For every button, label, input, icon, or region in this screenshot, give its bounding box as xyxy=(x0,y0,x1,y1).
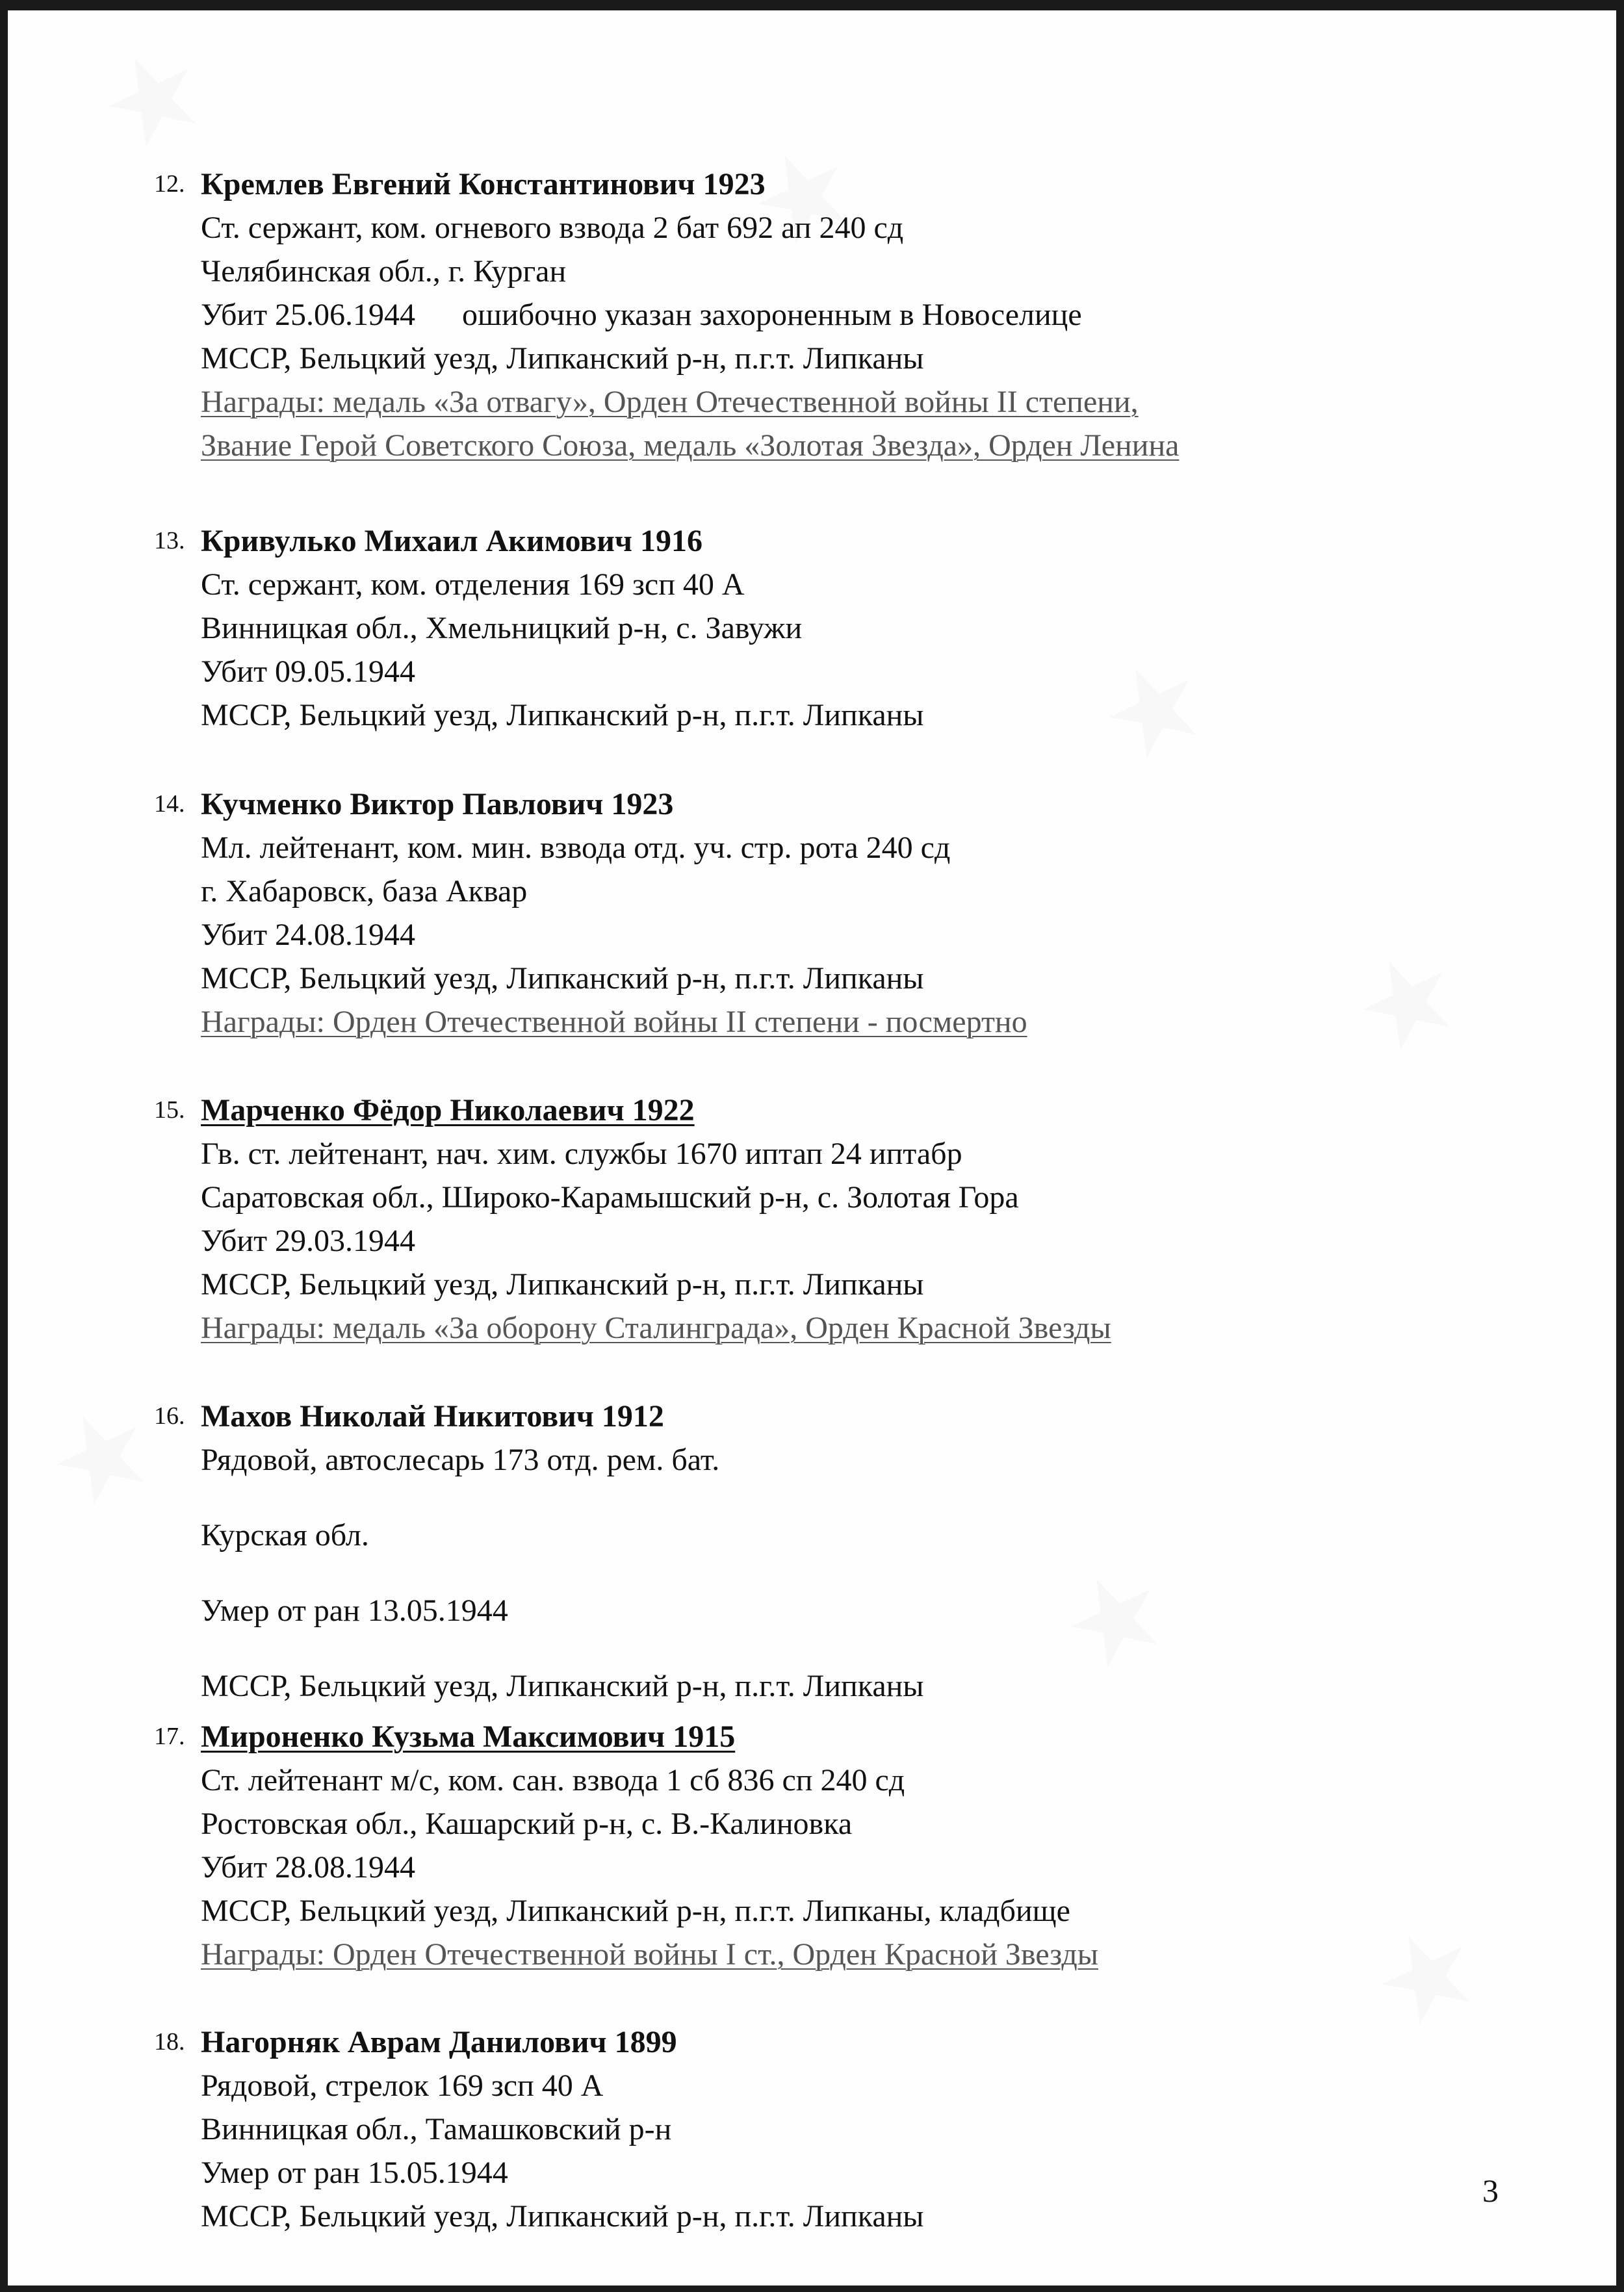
entry-number: 16. xyxy=(154,1402,185,1430)
birthplace: Курская обл. xyxy=(201,1518,369,1552)
entry-details xyxy=(201,519,1566,737)
awards-line: Награды: Орден Отечественной войны II степени - посмертно xyxy=(201,1005,1027,1039)
death-date: Убит 09.05.1944 xyxy=(201,654,416,689)
entry-details xyxy=(201,1088,1566,1350)
birthplace: Винницкая обл., Хмельницкий р-н, с. Завужи xyxy=(201,611,803,645)
rank-unit: Ст. сержант, ком. огневого взвода 2 бат 692 ап 240 сд xyxy=(201,211,904,245)
scan-border-top xyxy=(0,0,1624,10)
person-name: Махов Николай Никитович 1912 xyxy=(201,1399,664,1434)
burial-place: МССР, Бельцкий уезд, Липканский р-н, п.г.т. Липканы xyxy=(201,698,924,732)
death-date: Умер от ран 15.05.1944 xyxy=(201,2156,508,2190)
person-name: Кривулько Михаил Акимович 1916 xyxy=(201,524,702,558)
page-number: 3 xyxy=(1482,2172,1499,2209)
scan-border-bottom xyxy=(0,2286,1624,2292)
burial-place: МССР, Бельцкий уезд, Липканский р-н, п.г.т. Липканы xyxy=(201,1669,924,1703)
entry-number: 12. xyxy=(154,170,185,198)
burial-place: МССР, Бельцкий уезд, Липканский р-н, п.г.т. Липканы xyxy=(201,1267,924,1302)
birthplace: Саратовская обл., Широко-Карамышский р-н, с. Золотая Гора xyxy=(201,1180,1019,1215)
awards-line: Награды: медаль «За отвагу», Орден Отечественной войны II степени, xyxy=(201,385,1139,419)
burial-place: МССР, Бельцкий уезд, Липканский р-н, п.г.т. Липканы xyxy=(201,2199,924,2234)
awards-line: Награды: Орден Отечественной войны I ст., Орден Красной Звезды xyxy=(201,1937,1098,1972)
rank-unit: Ст. лейтенант м/с, ком. сан. взвода 1 сб 836 сп 240 сд xyxy=(201,1763,905,1797)
rank-unit: Мл. лейтенант, ком. мин. взвода отд. уч. стр. рота 240 сд xyxy=(201,831,951,865)
death-date: Убит 28.08.1944 xyxy=(201,1850,416,1885)
burial-place: МССР, Бельцкий уезд, Липканский р-н, п.г.т. Липканы, кладбище xyxy=(201,1894,1070,1928)
entry-number: 17. xyxy=(154,1723,185,1750)
person-name: Марченко Фёдор Николаевич 1922 xyxy=(201,1093,695,1127)
entry-details xyxy=(201,1715,1566,1976)
scan-border-right xyxy=(1616,0,1624,2292)
birthplace: Винницкая обл., Тамашковский р-н xyxy=(201,2112,672,2146)
rank-unit: Гв. ст. лейтенант, нач. хим. службы 1670 иптап 24 иптабр xyxy=(201,1137,962,1171)
entry-details xyxy=(201,162,1566,467)
entry-details xyxy=(201,782,1566,1044)
burial-place: МССР, Бельцкий уезд, Липканский р-н, п.г.т. Липканы xyxy=(201,341,924,376)
rank-unit: Рядовой, стрелок 169 зсп 40 А xyxy=(201,2068,604,2103)
person-name: Кремлев Евгений Константинович 1923 xyxy=(201,167,766,201)
awards-line: Звание Герой Советского Союза, медаль «Золотая Звезда», Орден Ленина xyxy=(201,428,1179,463)
death-date: Убит 24.08.1944 xyxy=(201,918,416,952)
awards-line: Награды: медаль «За оборону Сталинграда», Орден Красной Звезды xyxy=(201,1311,1111,1345)
entry-details xyxy=(201,2020,1566,2238)
birthplace: Ростовская обл., Кашарский р-н, с. В.-Калиновка xyxy=(201,1807,853,1841)
death-info xyxy=(201,293,1566,337)
person-name: Нагорняк Аврам Данилович 1899 xyxy=(201,2025,677,2059)
rank-unit: Ст. сержант, ком. отделения 169 зсп 40 А xyxy=(201,567,745,602)
document-page xyxy=(10,10,1616,2286)
death-date: Умер от ран 13.05.1944 xyxy=(201,1593,508,1628)
death-note: ошибочно указан захороненным в Новоселице xyxy=(462,298,1082,332)
death-date: Убит 29.03.1944 xyxy=(201,1224,416,1258)
scan-border-left xyxy=(0,0,8,2292)
burial-place: МССР, Бельцкий уезд, Липканский р-н, п.г.т. Липканы xyxy=(201,961,924,996)
entry-number: 14. xyxy=(154,790,185,818)
entry-details xyxy=(201,1395,1566,1708)
entry-number: 13. xyxy=(154,527,185,554)
rank-unit: Рядовой, автослесарь 173 отд. рем. бат. xyxy=(201,1443,720,1477)
person-name: Мироненко Кузьма Максимович 1915 xyxy=(201,1719,736,1754)
birthplace: Челябинская обл., г. Курган xyxy=(201,254,567,289)
person-name: Кучменко Виктор Павлович 1923 xyxy=(201,787,674,821)
death-date: Убит 25.06.1944 xyxy=(201,298,416,332)
entry-number: 15. xyxy=(154,1096,185,1124)
entry-number: 18. xyxy=(154,2028,185,2055)
birthplace: г. Хабаровск, база Аквар xyxy=(201,874,528,908)
watermark-star-icon xyxy=(74,27,233,170)
